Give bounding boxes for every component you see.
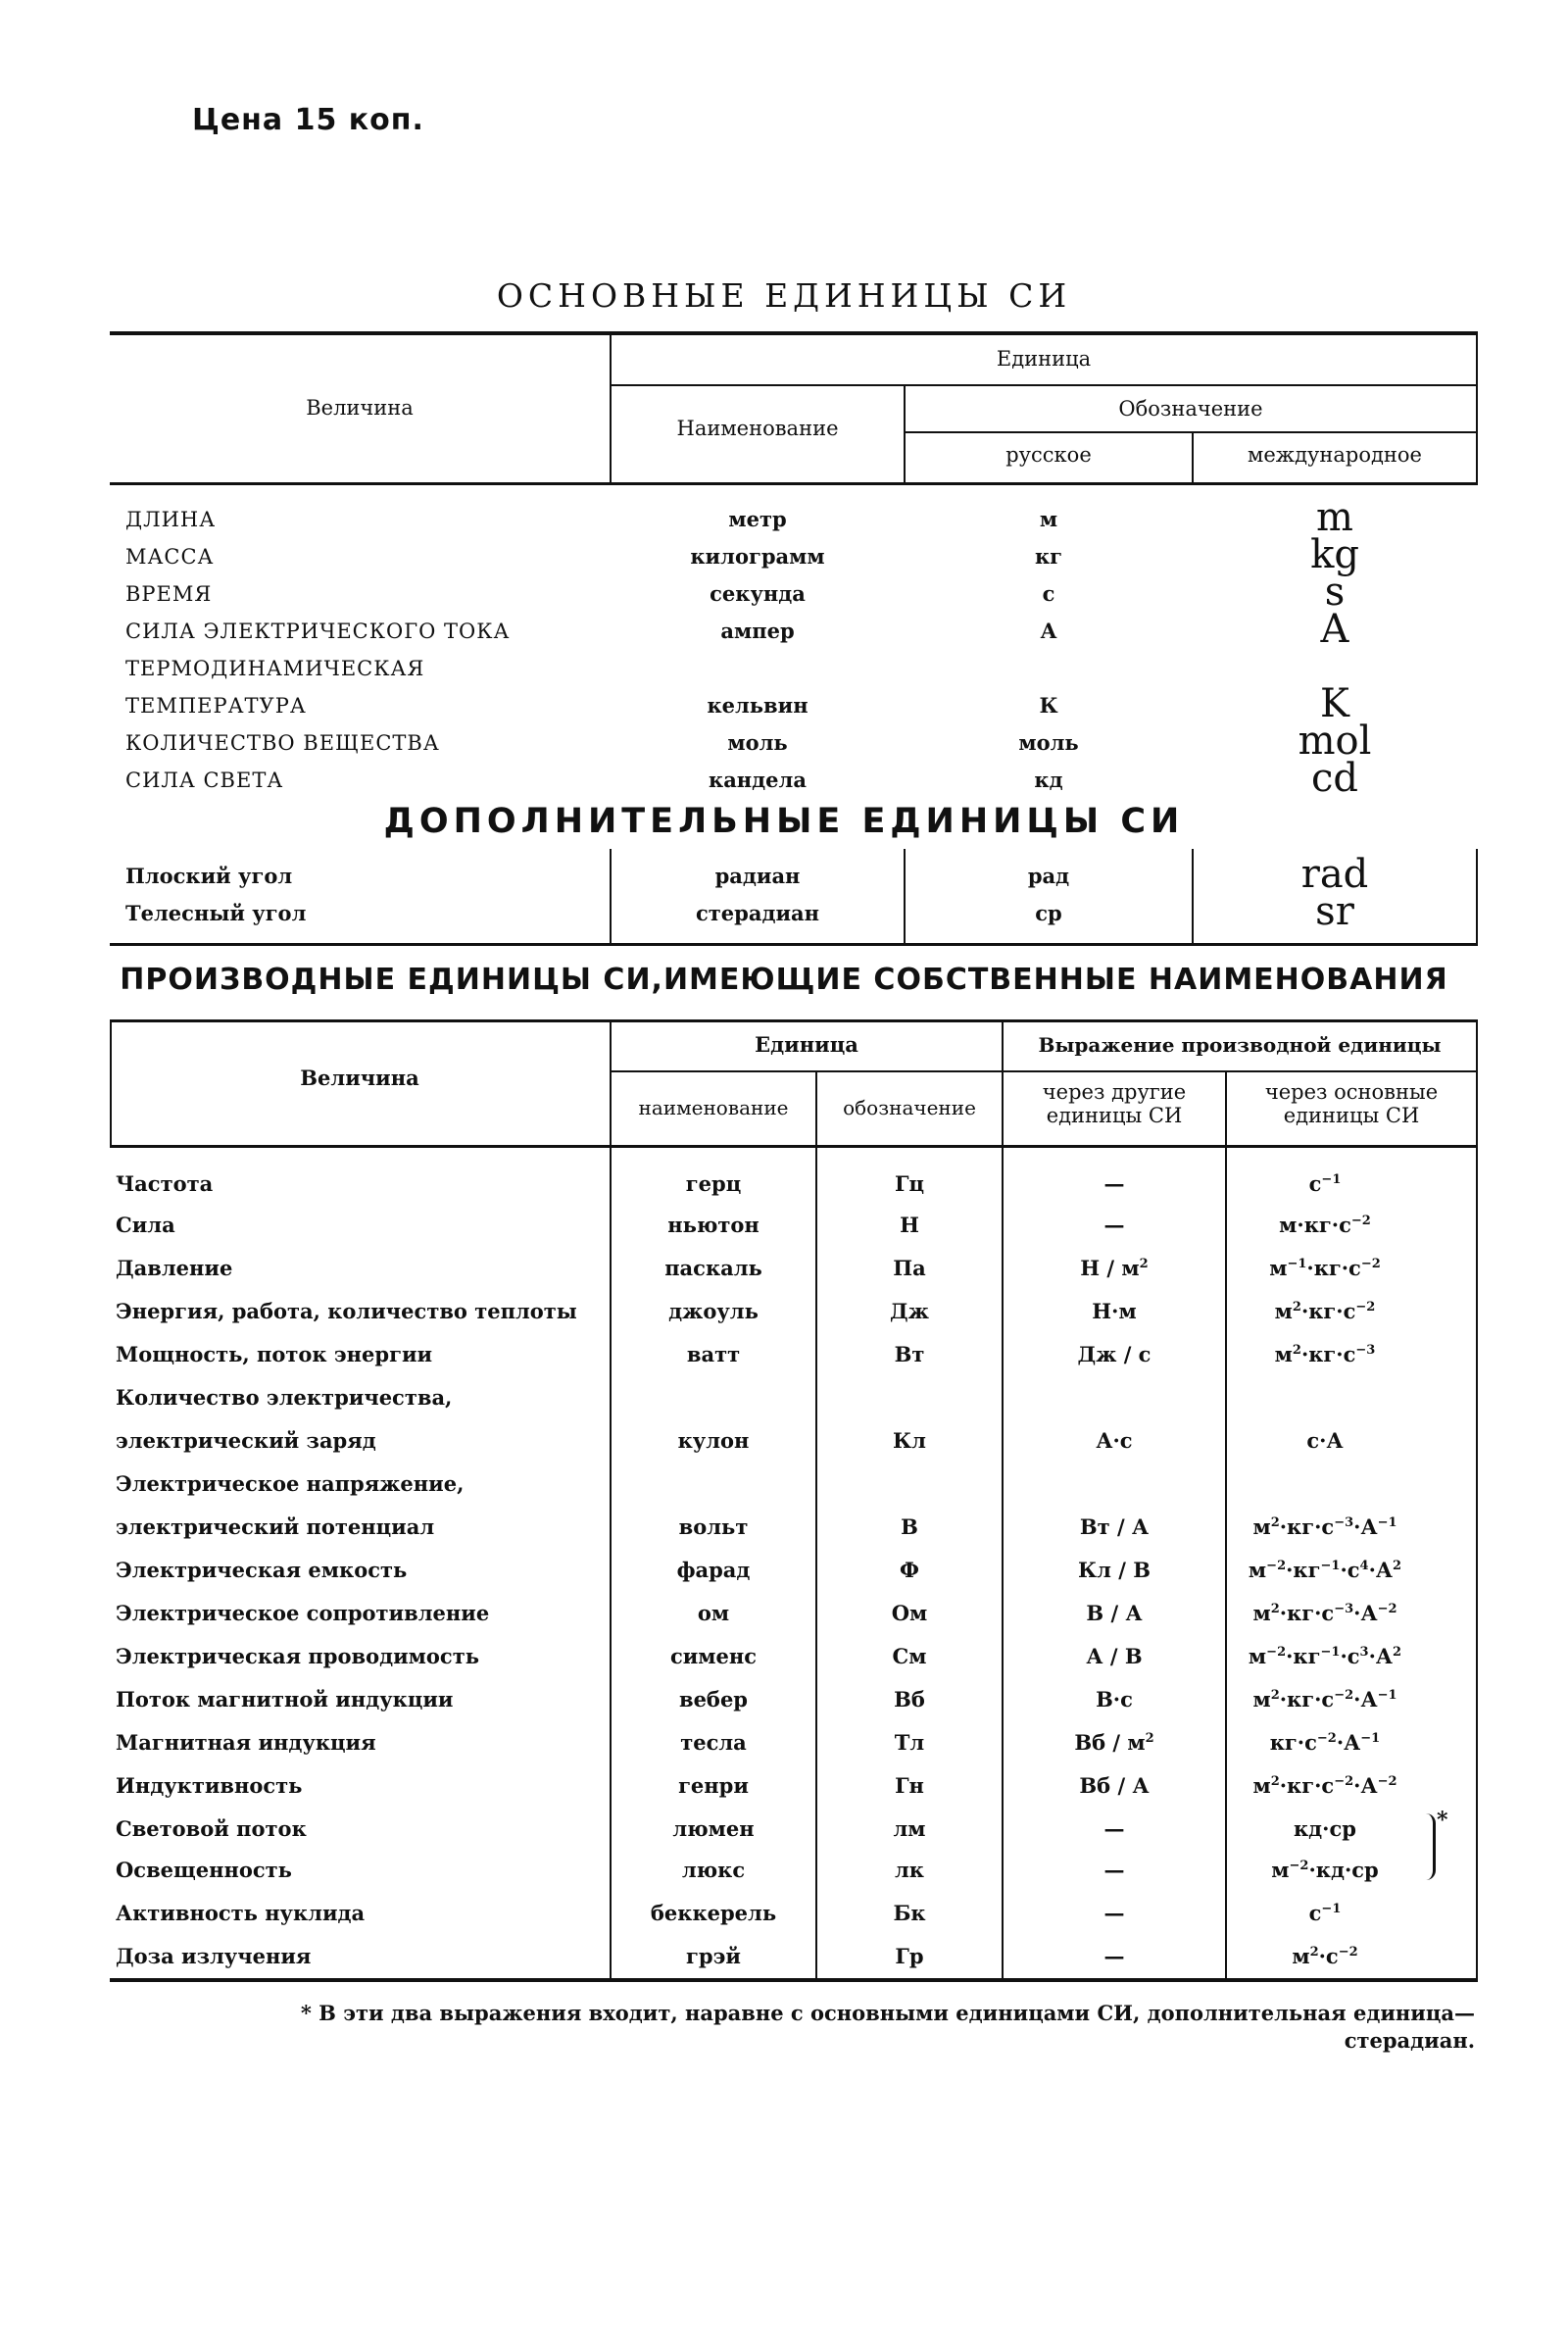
base-name: килограмм xyxy=(690,544,825,569)
derived-name: грэй xyxy=(686,1944,741,1968)
base-symbol-ru: с xyxy=(1042,581,1055,606)
derived-via-base: $с^{-1}$ xyxy=(1308,1171,1342,1196)
derived-via-base: $м^2\cdot с^{-2}$ xyxy=(1292,1944,1358,1968)
base-name: кандела xyxy=(709,768,807,792)
rule xyxy=(110,1978,1478,1982)
derived-symbol: Н xyxy=(900,1213,919,1237)
supp-quantity: Плоский угол xyxy=(125,864,293,888)
derived-symbol: Па xyxy=(893,1256,926,1280)
supp-symbol-ru: ср xyxy=(1035,901,1062,925)
derived-quantity: Сила xyxy=(116,1213,175,1237)
derived-quantity: Световой поток xyxy=(116,1816,307,1841)
derived-via-other: Вб / А xyxy=(1079,1773,1150,1798)
derived-name: герц xyxy=(685,1171,742,1196)
derived-symbol: Гн xyxy=(895,1773,924,1798)
rule xyxy=(110,482,1478,485)
header-russian: русское xyxy=(1005,443,1092,467)
derived-quantity: Энергия, работа, количество теплоты xyxy=(116,1299,577,1323)
header-international: международное xyxy=(1248,443,1422,467)
derived-quantity: Магнитная индукция xyxy=(116,1730,376,1755)
base-name: кельвин xyxy=(707,693,808,718)
rule xyxy=(610,849,612,945)
rule xyxy=(610,1070,1478,1072)
header-quantity: Величина xyxy=(300,1066,419,1090)
derived-quantity: Электрическая емкость xyxy=(116,1558,408,1582)
rule xyxy=(904,431,1478,433)
base-name: моль xyxy=(727,730,788,755)
derived-symbol: Вб xyxy=(894,1687,925,1712)
base-quantity: КОЛИЧЕСТВО ВЕЩЕСТВА xyxy=(125,731,440,755)
derived-via-other: — xyxy=(1103,1944,1125,1968)
derived-symbol: Тл xyxy=(894,1730,925,1755)
derived-via-base: $м^{-2}\cdot кг^{-1}\cdot с^4\cdot А^2$ xyxy=(1248,1558,1402,1582)
derived-symbol: См xyxy=(892,1644,927,1668)
derived-via-base: $м^2\cdot кг\cdot с^{-2}\cdot А^{-1}$ xyxy=(1252,1687,1397,1712)
derived-quantity: Доза излучения xyxy=(116,1944,312,1968)
derived-via-base: $с^{-1}$ xyxy=(1308,1901,1342,1925)
derived-via-base: $м\cdot кг\cdot с^{-2}$ xyxy=(1279,1213,1371,1237)
derived-via-base: $м^2\cdot кг\cdot с^{-3}$ xyxy=(1274,1342,1376,1366)
derived-via-other: А / В xyxy=(1086,1644,1143,1668)
base-symbol-ru: кг xyxy=(1034,544,1063,569)
derived-via-other: Вт / А xyxy=(1079,1514,1150,1539)
derived-via-base: $м^2\cdot кг\cdot с^{-3}\cdot А^{-2}$ xyxy=(1252,1601,1397,1625)
derived-via-other: Н·м xyxy=(1092,1299,1137,1323)
derived-name: ньютон xyxy=(667,1213,760,1237)
derived-via-other: — xyxy=(1103,1171,1125,1196)
derived-name: вебер xyxy=(678,1687,748,1712)
supp-symbol-ru: рад xyxy=(1027,864,1070,888)
base-name: секунда xyxy=(710,581,806,606)
derived-quantity: Индуктивность xyxy=(116,1773,303,1798)
derived-name: паскаль xyxy=(664,1256,762,1280)
rule xyxy=(110,1019,1478,1022)
supplementary-units-title: ДОПОЛНИТЕЛЬНЫЕ ЕДИНИЦЫ СИ xyxy=(383,802,1185,841)
derived-via-other: — xyxy=(1103,1816,1125,1841)
base-symbol-int: K xyxy=(1320,681,1349,726)
derived-via-base: с·А xyxy=(1306,1428,1344,1453)
derived-via-other: В·с xyxy=(1096,1687,1133,1712)
header-unit: Единица xyxy=(755,1032,858,1057)
derived-name: генри xyxy=(678,1773,749,1798)
derived-name: люкс xyxy=(681,1858,746,1882)
rule xyxy=(1476,849,1478,945)
header-via-base: через основные единицы СИ xyxy=(1264,1080,1439,1127)
derived-quantity: Частота xyxy=(116,1171,214,1196)
derived-symbol: лм xyxy=(893,1816,926,1841)
base-symbol-int: mol xyxy=(1298,719,1372,764)
rule xyxy=(1476,333,1478,482)
base-quantity: МАССА xyxy=(125,545,215,569)
derived-name: фарад xyxy=(676,1558,751,1582)
derived-symbol: лк xyxy=(895,1858,924,1882)
base-quantity: СИЛА СВЕТА xyxy=(125,769,284,792)
base-quantity: СИЛА ЭЛЕКТРИЧЕСКОГО ТОКА xyxy=(125,620,511,643)
derived-name: беккерель xyxy=(650,1901,777,1925)
derived-via-base: $м^2\cdot кг\cdot с^{-3}\cdot А^{-1}$ xyxy=(1252,1514,1397,1539)
derived-symbol: Кл xyxy=(893,1428,926,1453)
derived-name: ом xyxy=(697,1601,730,1625)
base-symbol-int: kg xyxy=(1310,532,1359,577)
header-symbol: Обозначение xyxy=(1118,397,1263,421)
supp-symbol-int: rad xyxy=(1300,852,1369,897)
derived-via-base: $м^{-2}\cdot кг^{-1}\cdot с^3\cdot А^2$ xyxy=(1248,1644,1402,1668)
header-via-other: через другие единицы СИ xyxy=(1042,1080,1187,1127)
derived-symbol: Вт xyxy=(894,1342,925,1366)
derived-quantity: Электрическое сопротивление xyxy=(116,1601,490,1625)
base-quantity: ДЛИНА xyxy=(125,508,217,531)
base-units-title: ОСНОВНЫЕ ЕДИНИЦЫ СИ xyxy=(496,276,1072,315)
derived-name: сименс xyxy=(669,1644,758,1668)
footnote-text: * В эти два выражения входит, наравне с основными единицами СИ, дополнительная единица—стерадиан. xyxy=(300,2001,1475,2053)
derived-via-other: Дж / с xyxy=(1077,1342,1152,1366)
derived-quantity: Электрическое напряжение, xyxy=(116,1471,465,1496)
derived-name: люмен xyxy=(672,1816,755,1841)
derived-via-base: $м^{-1}\cdot кг\cdot с^{-2}$ xyxy=(1269,1256,1381,1280)
derived-symbol: Бк xyxy=(893,1901,926,1925)
derived-quantity: Электрическая проводимость xyxy=(116,1644,479,1668)
header-symbol: обозначение xyxy=(843,1096,976,1119)
base-quantity: ТЕМПЕРАТУРА xyxy=(125,694,307,718)
price-label: Цена 15 коп. xyxy=(192,103,424,137)
derived-via-other: — xyxy=(1103,1213,1125,1237)
base-quantity: ТЕРМОДИНАМИЧЕСКАЯ xyxy=(125,657,425,680)
rule xyxy=(110,1145,1478,1148)
base-name: метр xyxy=(728,507,787,531)
derived-via-other: Н / $м^2$ xyxy=(1080,1256,1149,1280)
header-name: Наименование xyxy=(676,417,839,440)
base-symbol-ru: К xyxy=(1039,693,1058,718)
derived-via-other: Кл / В xyxy=(1078,1558,1151,1582)
brace-icon xyxy=(1419,1813,1436,1880)
derived-name: джоуль xyxy=(668,1299,759,1323)
base-symbol-int: A xyxy=(1320,607,1349,652)
derived-quantity: Активность нуклида xyxy=(116,1901,366,1925)
derived-quantity: Давление xyxy=(116,1256,233,1280)
rule xyxy=(110,331,1478,335)
derived-quantity: электрический потенциал xyxy=(116,1514,435,1539)
base-symbol-ru: моль xyxy=(1018,730,1079,755)
header-unit: Единица xyxy=(996,347,1092,371)
derived-name: кулон xyxy=(677,1428,750,1453)
derived-quantity: Поток магнитной индукции xyxy=(116,1687,454,1712)
base-symbol-int: cd xyxy=(1310,756,1358,801)
derived-quantity: Количество электричества, xyxy=(116,1385,453,1410)
derived-symbol: Ф xyxy=(900,1558,919,1582)
derived-symbol: Ом xyxy=(891,1601,928,1625)
derived-via-base: $кг\cdot с^{-2}\cdot А^{-1}$ xyxy=(1269,1730,1381,1755)
supp-name: радиан xyxy=(714,864,801,888)
derived-via-base: $м^2\cdot кг\cdot с^{-2}\cdot А^{-2}$ xyxy=(1252,1773,1397,1798)
base-symbol-ru: А xyxy=(1040,619,1057,643)
derived-symbol: Дж xyxy=(890,1299,929,1323)
base-symbol-ru: м xyxy=(1039,507,1058,531)
derived-quantity: электрический заряд xyxy=(116,1428,376,1453)
base-quantity: ВРЕМЯ xyxy=(125,582,213,606)
rule xyxy=(1476,1019,1478,1980)
footnote-mark: * xyxy=(1437,1808,1448,1833)
supp-quantity: Телесный угол xyxy=(125,901,307,925)
base-symbol-int: m xyxy=(1316,495,1353,540)
derived-name: вольт xyxy=(678,1514,749,1539)
base-name: ампер xyxy=(720,619,795,643)
derived-units-title: ПРОИЗВОДНЫЕ ЕДИНИЦЫ СИ,ИМЕЮЩИЕ СОБСТВЕННЫЕ НАИМЕНОВАНИЯ xyxy=(120,963,1448,997)
derived-name: тесла xyxy=(680,1730,747,1755)
derived-via-base: $м^{-2}\cdot кд\cdot ср$ xyxy=(1271,1858,1379,1882)
derived-symbol: Гц xyxy=(894,1171,924,1196)
supp-symbol-int: sr xyxy=(1315,889,1354,934)
derived-via-other: В / А xyxy=(1086,1601,1143,1625)
derived-symbol: Гр xyxy=(895,1944,924,1968)
derived-via-base: кд·ср xyxy=(1294,1816,1356,1841)
derived-quantity: Освещенность xyxy=(116,1858,292,1882)
rule xyxy=(110,943,1478,946)
derived-symbol: В xyxy=(901,1514,918,1539)
derived-via-other: А·с xyxy=(1096,1428,1133,1453)
base-symbol-int: s xyxy=(1324,570,1346,615)
supp-name: стерадиан xyxy=(696,901,819,925)
header-name: наименование xyxy=(638,1096,789,1119)
derived-via-base: $м^2\cdot кг\cdot с^{-2}$ xyxy=(1274,1299,1376,1323)
header-expression: Выражение производной единицы xyxy=(1038,1033,1442,1057)
rule xyxy=(610,384,1478,386)
derived-name: ватт xyxy=(686,1342,741,1366)
base-symbol-ru: кд xyxy=(1034,768,1063,792)
derived-via-other: Вб / $м^2$ xyxy=(1074,1730,1154,1755)
derived-quantity: Мощность, поток энергии xyxy=(116,1342,433,1366)
derived-via-other: — xyxy=(1103,1901,1125,1925)
derived-via-other: — xyxy=(1103,1858,1125,1882)
rule xyxy=(904,849,906,945)
header-quantity: Величина xyxy=(306,396,414,420)
